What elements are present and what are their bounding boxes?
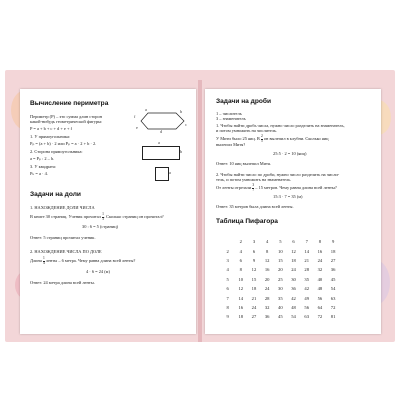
table-cell: 18: [330, 248, 336, 254]
find-part-title: 1. НАХОЖДЕНИЕ ДОЛИ ЧИСЛА: [30, 205, 95, 210]
table-row: [221, 256, 340, 265]
table-cell: 2: [226, 248, 229, 254]
table-cell: 21: [304, 257, 310, 263]
rule-2a: 2. Чтобы найти число по дроби, нужно число разделить на числи-: [216, 172, 340, 177]
hex-label-e: e: [136, 125, 138, 130]
table-cell: 12: [251, 267, 257, 273]
notebook-spine: [198, 80, 202, 342]
table-row: [221, 275, 340, 284]
perimeter-formula: P = a + b + c + d + e + f: [30, 126, 73, 131]
fractions-title: Задачи на дроби: [216, 98, 272, 105]
square-formula: Pₖ = a · 4.: [30, 171, 48, 176]
share-title: Задачи на доли: [30, 191, 81, 198]
table-cell: 18: [238, 314, 244, 320]
table-cell: 27: [251, 314, 257, 320]
table-cell: 20: [278, 267, 283, 273]
table-row: [221, 293, 340, 302]
legend-numerator: 1 – числитель: [216, 111, 242, 116]
table-cell: 16: [317, 248, 323, 254]
find-whole-answer: Ответ: 24 метра длина всей ленты.: [30, 280, 95, 285]
table-cell: 30: [278, 286, 283, 292]
fraction: $\frac{1}{4}$: [42, 256, 45, 265]
hex-label-d: d: [160, 129, 163, 134]
task-1-solution: 25:5 · 2 = 10 (яиц): [273, 151, 307, 156]
table-cell: 12: [238, 286, 244, 292]
table-cell: 14: [304, 248, 310, 254]
table-cell: 36: [330, 267, 336, 273]
find-part-task: В книге 30 страниц. Ученик прочитал $\frac{1}{3}$ . Сколько страниц он прочитал?: [30, 212, 164, 221]
table-cell: 20: [264, 276, 270, 282]
rect-formula: Pₚ = (a + b) · 2 или Pₚ = a · 2 + b · 2.: [30, 141, 97, 146]
perimeter-title: Вычисление периметра: [30, 100, 109, 107]
hex-label-a: a: [145, 107, 147, 112]
table-cell: 3: [226, 257, 229, 263]
table-cell: 24: [264, 286, 270, 292]
table-cell: 8: [239, 267, 242, 273]
table-cell: 45: [330, 276, 336, 282]
find-whole-title: 2. НАХОЖДЕНИЕ ЧИСЛА ПО ДОЛЕ: [30, 249, 102, 254]
table-row: [221, 312, 340, 321]
table-cell: 18: [291, 257, 296, 263]
table-cell: [221, 237, 234, 246]
table-cell: 64: [317, 304, 323, 310]
table-cell: 42: [304, 286, 310, 292]
table-cell: 3: [252, 239, 256, 245]
task-1a: У Мити было 25 яиц. В $\frac{2}{5}$ он вылепил в клубни. Сколько яиц: [216, 134, 329, 143]
table-cell: 10: [278, 248, 283, 254]
rect-label-a: a: [158, 140, 160, 145]
table-row: [221, 237, 340, 246]
task-1-answer: Ответ: 10 яиц вылепил Митя.: [216, 161, 272, 166]
perimeter-definition-2: какой-нибудь геометрической фигуры:: [30, 119, 103, 124]
table-cell: 21: [251, 295, 257, 301]
fraction: $\frac{3}{7}$: [252, 183, 255, 192]
table-cell: 27: [330, 257, 336, 263]
table-cell: 15: [278, 257, 283, 263]
table-cell: 54: [291, 314, 296, 320]
table-cell: 5: [226, 276, 229, 282]
table-cell: 81: [330, 314, 336, 320]
find-whole-task: Длина $\frac{1}{4}$ ленты – 6 метра. Чему равна длина всей ленты?: [30, 256, 136, 265]
rectangle-diagram: [142, 146, 183, 160]
rect-label-b: b: [180, 149, 183, 154]
right-page: [205, 89, 381, 334]
table-cell: 54: [330, 286, 336, 292]
table-cell: 32: [317, 267, 323, 273]
table-cell: 9: [331, 239, 335, 245]
table-cell: 10: [238, 276, 244, 282]
table-cell: 18: [251, 286, 257, 292]
table-cell: 8: [318, 239, 322, 245]
table-cell: 63: [330, 295, 336, 301]
fraction: $\frac{1}{3}$: [102, 212, 104, 221]
table-cell: 14: [238, 295, 244, 301]
table-cell: 16: [238, 304, 244, 310]
side-heading: 2. Сторона прямоугольника:: [30, 149, 83, 154]
table-cell: 12: [264, 257, 270, 263]
table-cell: 48: [291, 304, 296, 310]
table-cell: 6: [226, 286, 229, 292]
table-cell: 40: [317, 276, 323, 282]
table-cell: 48: [317, 286, 323, 292]
task-1c: вылепил Митя?: [216, 142, 246, 147]
table-cell: 16: [264, 267, 270, 273]
square-label-a: a: [169, 170, 171, 175]
square-heading: 3. У квадрата:: [30, 164, 57, 169]
find-part-answer: Ответ: 5 страниц прочитал ученик.: [30, 235, 96, 240]
table-cell: 6: [252, 248, 256, 254]
table-cell: 12: [291, 248, 296, 254]
table-cell: 35: [278, 295, 283, 301]
table-cell: 35: [304, 276, 310, 282]
table-cell: 36: [291, 286, 296, 292]
table-cell: 9: [252, 257, 256, 263]
table-cell: 8: [266, 248, 269, 254]
table-row: [221, 246, 340, 255]
table-cell: 30: [291, 276, 296, 282]
table-cell: 24: [251, 304, 257, 310]
rule-1b: и потом умножить на числитель.: [216, 128, 278, 133]
side-formula: a = Pₚ : 2 – b.: [30, 156, 55, 161]
pythagoras-title: Таблица Пифагора: [216, 218, 278, 225]
table-cell: 56: [317, 295, 323, 301]
task-2-answer: Ответ: 35 метров была длина всей ленты.: [216, 204, 294, 209]
table-cell: 7: [226, 295, 229, 301]
rule-2b: тель, и потом умножить на знаменатель.: [216, 177, 292, 182]
rect-heading: 1. У прямоугольника:: [30, 134, 71, 139]
table-cell: 5: [279, 239, 282, 245]
perimeter-definition: Периметр (P) – это сумма длин сторон: [30, 114, 103, 119]
table-cell: 36: [264, 314, 270, 320]
hex-label-c: c: [185, 122, 187, 127]
table-cell: 28: [264, 295, 270, 301]
table-cell: 7: [305, 239, 308, 245]
table-row: [221, 284, 340, 293]
table-cell: 28: [304, 267, 310, 273]
table-cell: 9: [226, 314, 229, 320]
table-cell: 24: [291, 267, 296, 273]
table-cell: 25: [278, 276, 283, 282]
rule-1a: 1. Чтобы найти дробь числа, нужно число разделить на знаменатель,: [216, 123, 345, 128]
table-cell: 72: [330, 304, 336, 310]
find-part-solution: 30 : 6 = 5 (страниц): [82, 224, 119, 229]
table-row: [221, 303, 340, 312]
table-cell: 6: [292, 239, 295, 245]
table-cell: 72: [317, 314, 323, 320]
task-2-solution: 15:3 · 7 = 35 (м): [273, 194, 303, 199]
table-cell: 42: [291, 295, 296, 301]
table-cell: 63: [304, 314, 310, 320]
table-cell: 15: [251, 276, 257, 282]
table-cell: 2: [239, 239, 242, 245]
table-cell: 56: [304, 304, 310, 310]
table-cell: 24: [317, 257, 323, 263]
table-row: [221, 265, 340, 274]
square-diagram: [155, 167, 169, 181]
left-page: [20, 89, 196, 334]
pythagoras-table: [221, 237, 340, 322]
fraction: $\frac{2}{5}$: [260, 134, 263, 143]
table-cell: 4: [239, 248, 242, 254]
hex-label-f: f: [134, 114, 136, 119]
table-cell: 4: [226, 267, 229, 273]
table-cell: 4: [266, 239, 269, 245]
hex-label-b: b: [180, 109, 183, 114]
table-cell: 45: [278, 314, 283, 320]
table-cell: 6: [239, 257, 242, 263]
task-2: От ленты отрезали $\frac{3}{7}$ – 15 метров. Чему равна длина всей ленты?: [216, 183, 337, 192]
table-cell: 40: [278, 304, 283, 310]
legend-denominator: 3 – знаменатель: [216, 116, 246, 121]
table-cell: 49: [304, 295, 310, 301]
find-whole-solution: 4 · 6 = 24 (м): [86, 269, 110, 274]
table-cell: 32: [264, 304, 270, 310]
table-cell: 8: [226, 304, 229, 310]
